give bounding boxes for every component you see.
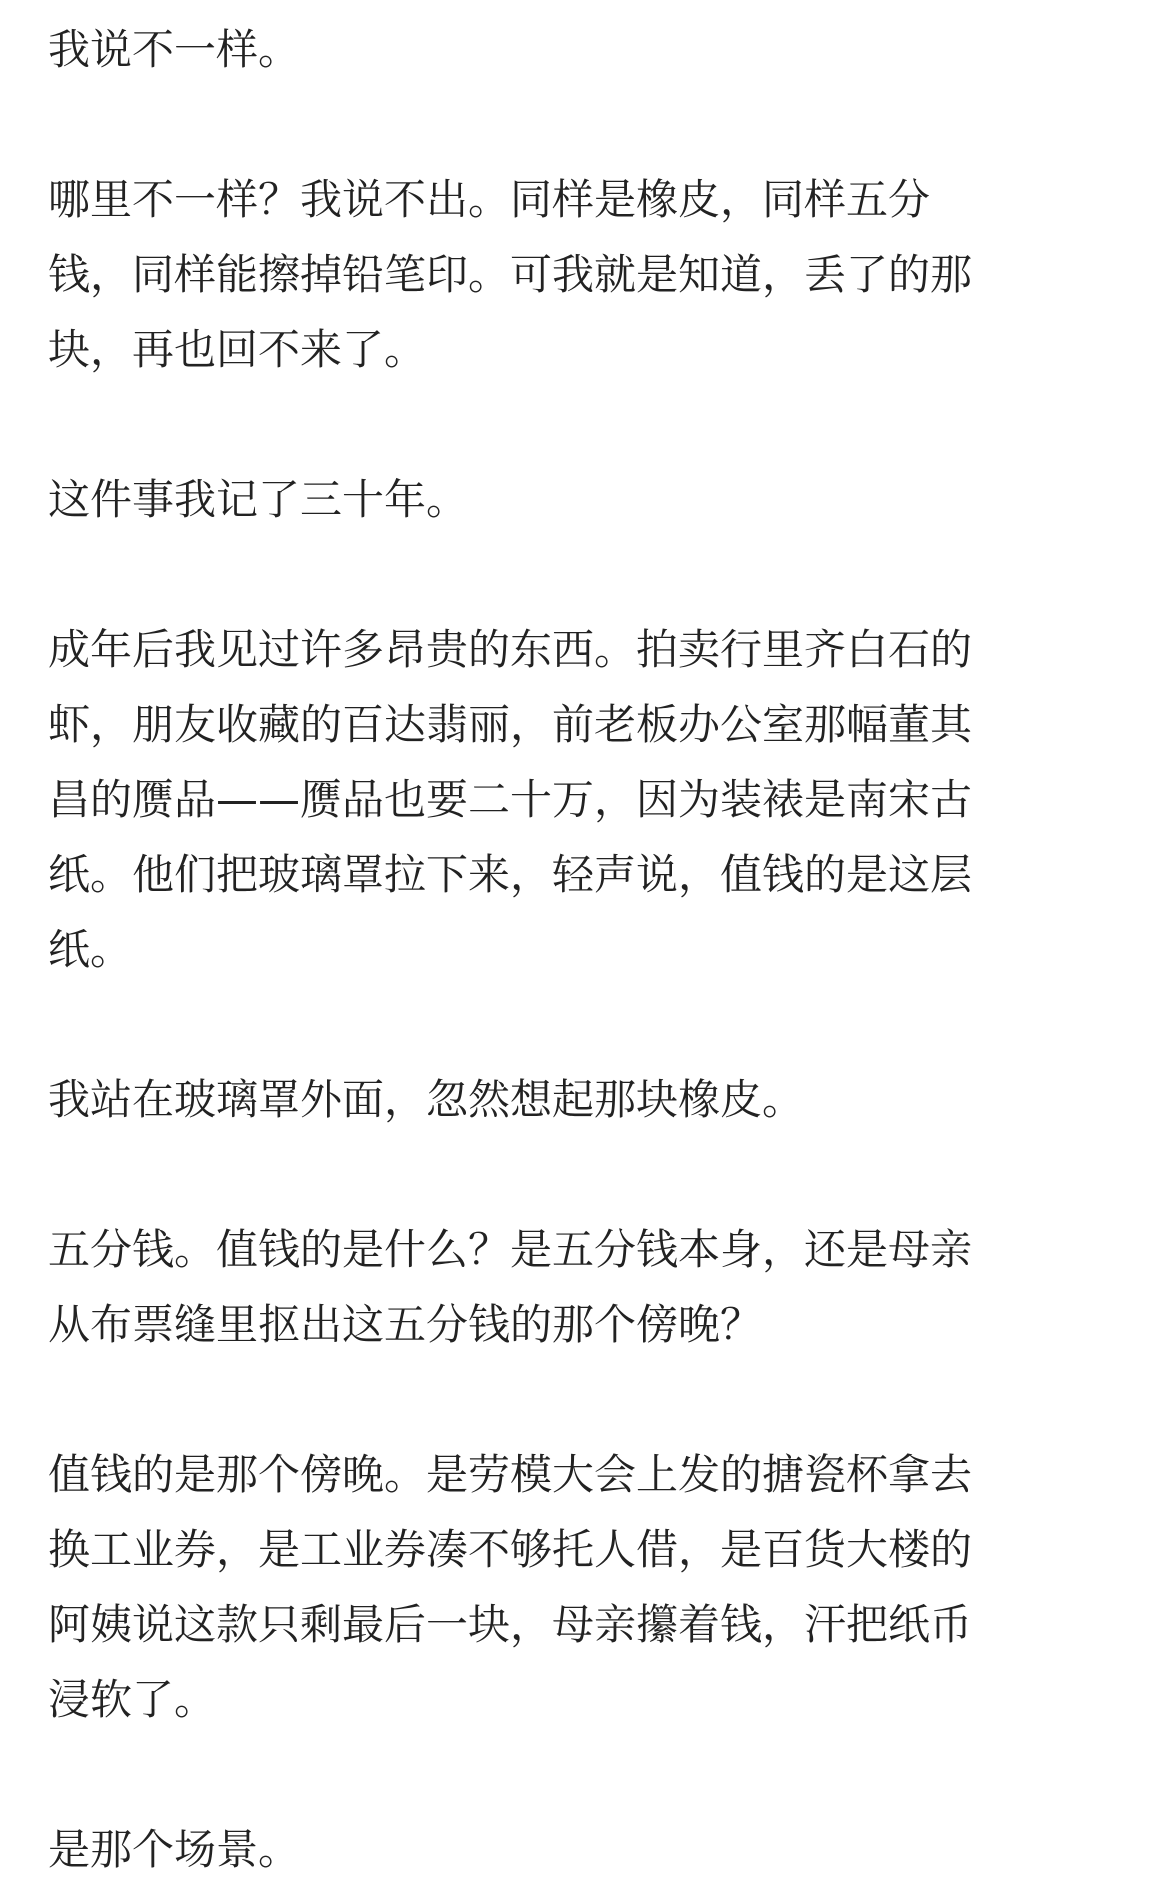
paragraph [48,1812,1120,1887]
paragraph [48,1212,1120,1362]
text-line: 这件事我记了三十年。 [48,475,469,524]
text-line: 成年后我见过许多昂贵的东西。拍卖行里齐白石的 [48,625,973,674]
text-line: 昌的赝品——赝品也要二十万，因为装裱是南宋古 [48,775,973,824]
text-line: 是那个场景。 [48,1825,301,1874]
paragraph [48,1437,1120,1737]
paragraph [48,162,1120,387]
text-line: 我站在玻璃罩外面，忽然想起那块橡皮。 [48,1075,805,1124]
article-body [48,12,1120,1887]
paragraph [48,612,1120,987]
text-line: 浸软了。 [48,1675,217,1724]
paragraph [48,12,1120,87]
text-line: 哪里不一样？我说不出。同样是橡皮，同样五分 [48,175,931,224]
paragraph [48,462,1120,537]
text-line: 我说不一样。 [48,25,301,74]
text-line: 从布票缝里抠出这五分钱的那个傍晚？ [48,1300,763,1349]
text-line: 五分钱。值钱的是什么？是五分钱本身，还是母亲 [48,1225,973,1274]
text-line: 值钱的是那个傍晚。是劳模大会上发的搪瓷杯拿去 [48,1450,973,1499]
text-line: 虾，朋友收藏的百达翡丽，前老板办公室那幅董其 [48,700,973,749]
text-line: 阿姨说这款只剩最后一块，母亲攥着钱，汗把纸币 [48,1600,973,1649]
text-line: 块，再也回不来了。 [48,325,427,374]
text-line: 钱，同样能擦掉铅笔印。可我就是知道，丢了的那 [48,250,973,299]
text-line: 纸。他们把玻璃罩拉下来，轻声说，值钱的是这层 [48,850,973,899]
text-line: 换工业券，是工业券凑不够托人借，是百货大楼的 [48,1525,973,1574]
text-line: 纸。 [48,925,133,974]
paragraph [48,1062,1120,1137]
